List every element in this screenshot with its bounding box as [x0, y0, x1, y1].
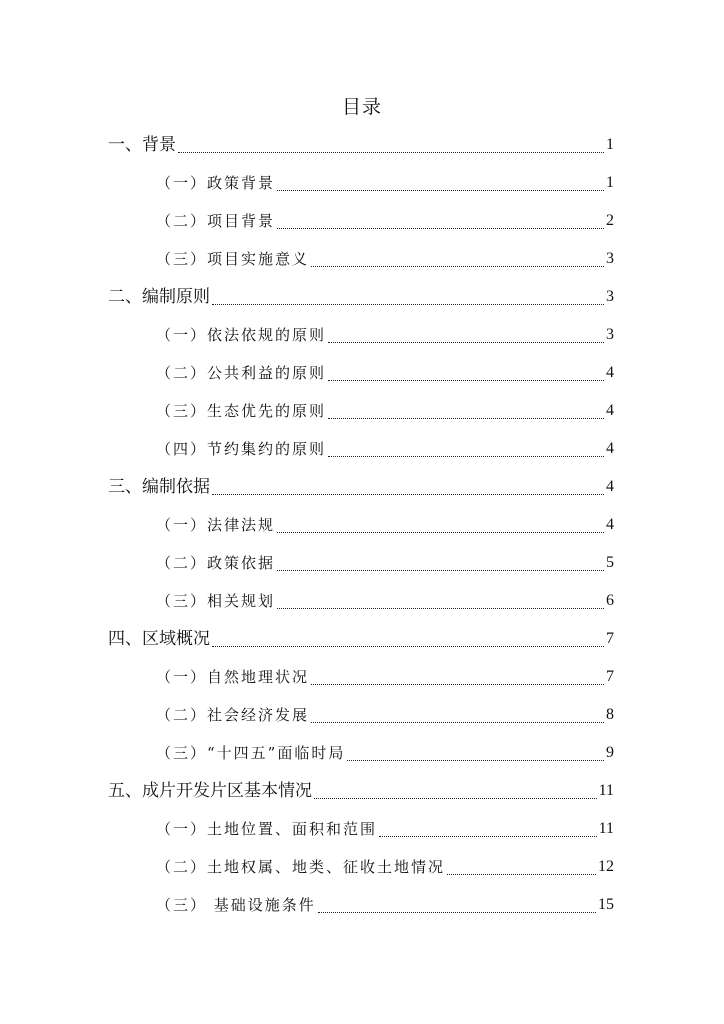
toc-entry[interactable] [108, 392, 614, 430]
toc-entry[interactable] [108, 582, 614, 620]
toc-page-number: 4 [606, 440, 614, 457]
toc-entry-text: （一）法律法规 [156, 516, 276, 534]
toc-entry-text: （三）生态优先的原则 [156, 402, 327, 420]
toc-entry[interactable] [108, 202, 614, 240]
toc-entry-text: （四）节约集约的原则 [156, 440, 327, 458]
toc-entry[interactable] [108, 316, 614, 354]
toc-entry[interactable] [108, 810, 614, 848]
toc-entry[interactable] [108, 354, 614, 392]
dot-leader [347, 760, 604, 761]
toc-page-number: 5 [606, 554, 614, 571]
toc-entry-text: （一）自然地理状况 [156, 668, 310, 686]
toc-page-number: 3 [606, 250, 614, 267]
toc-entry-text: 一、背景 [108, 135, 176, 155]
toc-entry[interactable] [108, 696, 614, 734]
toc-page-number: 1 [606, 136, 614, 153]
toc-entry[interactable] [108, 506, 614, 544]
toc-page-number: 4 [606, 516, 614, 533]
toc-page-number: 2 [606, 212, 614, 229]
toc-entry[interactable] [108, 734, 614, 772]
toc-title: 目录 [341, 96, 382, 118]
toc-page-number: 7 [606, 630, 614, 647]
toc-entry[interactable] [108, 544, 614, 582]
toc-entry[interactable] [108, 278, 614, 316]
table-of-contents [108, 126, 614, 924]
toc-page-number: 12 [598, 858, 614, 875]
toc-entry-text: （二）土地权属、地类、征收土地情况 [156, 858, 446, 876]
dot-leader [212, 646, 604, 647]
toc-entry-text: 五、成片开发片区基本情况 [108, 781, 312, 801]
dot-leader [277, 608, 604, 609]
dot-leader [277, 570, 604, 571]
toc-entry[interactable] [108, 240, 614, 278]
toc-page-number: 4 [606, 402, 614, 419]
dot-leader [328, 418, 604, 419]
toc-entry-text: 二、编制原则 [108, 287, 210, 307]
dot-leader [447, 874, 596, 875]
toc-page-number: 15 [598, 896, 614, 913]
dot-leader [178, 152, 604, 153]
toc-page-number: 11 [598, 820, 614, 837]
dot-leader [314, 798, 597, 799]
toc-entry[interactable] [108, 468, 614, 506]
toc-page-number: 4 [606, 478, 614, 495]
dot-leader [318, 912, 596, 913]
toc-entry-text: （一）政策背景 [156, 174, 276, 192]
toc-page-number: 8 [606, 706, 614, 723]
toc-entry[interactable] [108, 430, 614, 468]
toc-entry[interactable] [108, 886, 614, 924]
toc-entry[interactable] [108, 620, 614, 658]
dot-leader [311, 722, 604, 723]
dot-leader [379, 836, 597, 837]
toc-entry-text: （二）项目背景 [156, 212, 276, 230]
toc-entry-text: （二）社会经济发展 [156, 706, 310, 724]
toc-entry-text: （一）依法依规的原则 [156, 326, 327, 344]
toc-page-number: 11 [598, 782, 614, 799]
toc-page-number: 3 [606, 326, 614, 343]
toc-page-number: 4 [606, 364, 614, 381]
dot-leader [328, 456, 604, 457]
toc-entry-text: （三） 基础设施条件 [156, 896, 316, 914]
toc-page-number: 3 [606, 288, 614, 305]
dot-leader [311, 266, 604, 267]
toc-page-number: 9 [606, 744, 614, 761]
toc-entry[interactable] [108, 848, 614, 886]
toc-entry-text: 三、编制依据 [108, 477, 210, 497]
toc-entry[interactable] [108, 772, 614, 810]
dot-leader [212, 494, 604, 495]
dot-leader [311, 684, 604, 685]
toc-entry-text: （一）土地位置、面积和范围 [156, 820, 378, 838]
toc-entry-text: （二）公共利益的原则 [156, 364, 327, 382]
dot-leader [212, 304, 604, 305]
toc-entry[interactable] [108, 164, 614, 202]
dot-leader [277, 228, 604, 229]
toc-entry-text: 四、区域概况 [108, 629, 210, 649]
toc-page-number: 7 [606, 668, 614, 685]
dot-leader [277, 190, 604, 191]
dot-leader [277, 532, 604, 533]
toc-page-number: 1 [606, 174, 614, 191]
toc-entry-text: （二）政策依据 [156, 554, 276, 572]
toc-page-number: 6 [606, 592, 614, 609]
toc-entry[interactable] [108, 126, 614, 164]
toc-entry[interactable] [108, 658, 614, 696]
toc-entry-text: （三）相关规划 [156, 592, 276, 610]
toc-entry-text: （三）“十四五”面临时局 [156, 744, 346, 762]
dot-leader [328, 380, 604, 381]
toc-entry-text: （三）项目实施意义 [156, 250, 310, 268]
dot-leader [328, 342, 604, 343]
